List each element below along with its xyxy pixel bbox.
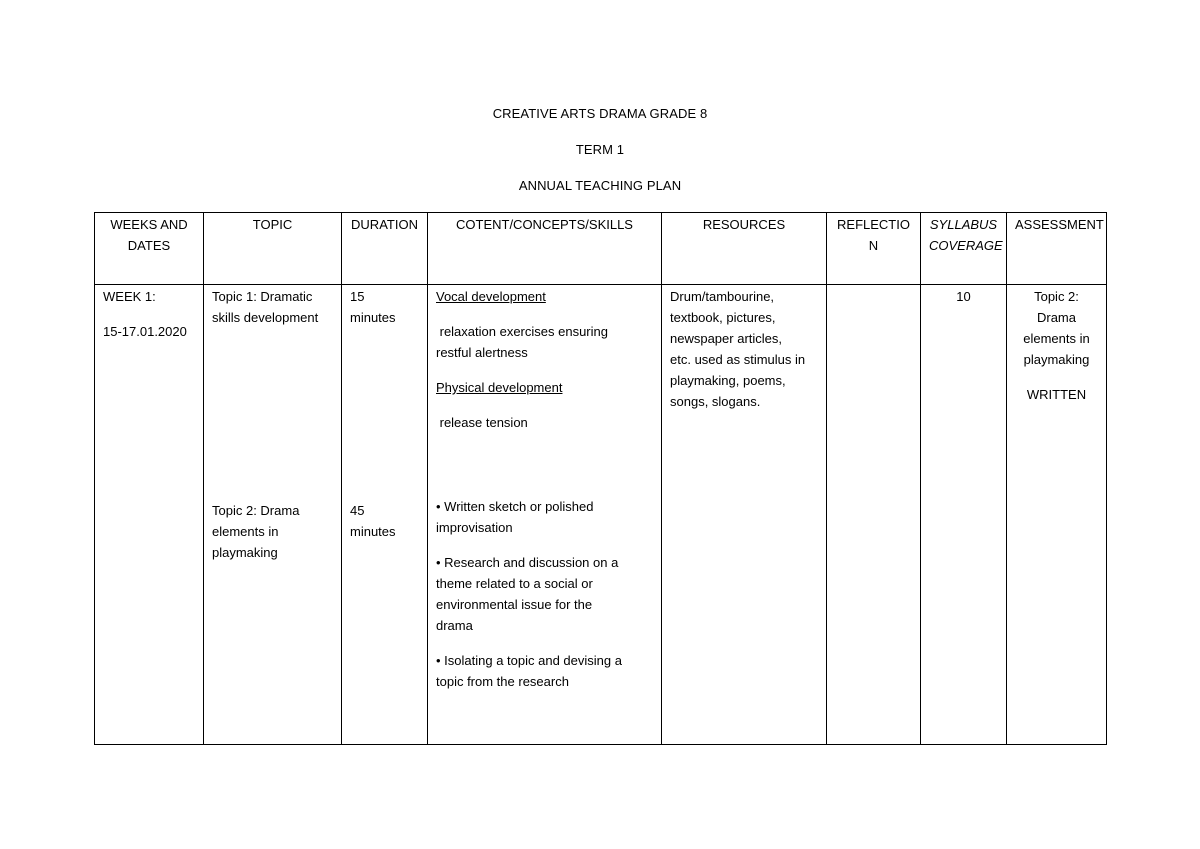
header-weeks-line1: WEEKS AND [110,217,188,232]
resources-line4: etc. used as stimulus in [670,352,806,367]
teaching-plan-table [94,212,1107,745]
header-assessment: ASSESSMENT [1007,213,1107,285]
header-reflection-line2: N [868,238,879,253]
bullet-3-line1: • Isolating a topic and devising a [436,653,622,668]
assessment-line4: playmaking [1023,352,1090,367]
resources-line2: textbook, pictures, [670,310,776,325]
assessment-line1: Topic 2: [1034,289,1079,304]
duration-1-unit: minutes [350,310,396,325]
cell-topic [204,285,342,745]
resources-line5: playmaking, poems, [670,373,786,388]
bullet-1 [436,496,653,538]
cell-duration [342,285,428,745]
header-syllabus-line2: COVERAGE [929,238,1003,253]
bullet-1-line1: • Written sketch or polished [436,499,594,514]
assessment-type: WRITTEN [1026,387,1087,402]
topic-2-line2: elements in [212,524,279,539]
bullet-2-line4: drama [436,618,473,633]
header-weeks [95,213,204,285]
cell-reflection [827,285,921,745]
duration-1 [350,286,419,328]
physical-text: release tension [436,415,528,430]
duration-2 [350,500,419,542]
header-weeks-line2: DATES [127,238,171,253]
topic-2-line3: playmaking [212,545,278,560]
vocal-text-line1: relaxation exercises ensuring [436,324,608,339]
assessment-line2: Drama [1036,310,1076,325]
header-topic: TOPIC [204,213,342,285]
vocal-text-line2: restful alertness [436,345,528,360]
header-reflection [827,213,921,285]
bullet-2 [436,552,653,636]
duration-2-value: 45 [350,503,365,518]
physical-heading: Physical development [436,380,563,395]
bullet-2-line3: environmental issue for the [436,597,593,612]
duration-1-value: 15 [350,289,365,304]
cell-resources [662,285,827,745]
header-content: COTENT/CONCEPTS/SKILLS [428,213,662,285]
header-row [95,213,1107,285]
resources-line6: songs, slogans. [670,394,761,409]
bullet-2-line2: theme related to a social or [436,576,593,591]
header-syllabus [921,213,1007,285]
bullet-3 [436,650,653,692]
assessment-line3: elements in [1023,331,1090,346]
bullet-2-line1: • Research and discussion on a [436,555,619,570]
vocal-text [436,321,653,363]
bullet-3-line2: topic from the research [436,674,569,689]
header-duration: DURATION [342,213,428,285]
resources-line3: newspaper articles, [670,331,782,346]
duration-2-unit: minutes [350,524,396,539]
cell-syllabus: 10 [921,285,1007,745]
topic-1 [212,286,333,328]
cell-content [428,285,662,745]
term-label: TERM 1 [575,142,625,157]
topic-1-line2: skills development [212,310,319,325]
plan-title: ANNUAL TEACHING PLAN [518,178,682,193]
cell-assessment [1007,285,1107,745]
week-label: WEEK 1: [103,289,156,304]
header-syllabus-line1: SYLLABUS [929,217,998,232]
bullet-1-line2: improvisation [436,520,513,535]
topic-2 [212,500,333,563]
resources-line1: Drum/tambourine, [670,289,775,304]
header-resources: RESOURCES [662,213,827,285]
topic-2-line1: Topic 2: Drama [212,503,300,518]
cell-week [95,285,204,745]
topic-1-line1: Topic 1: Dramatic [212,289,313,304]
week-dates: 15-17.01.2020 [103,324,187,339]
week-row [95,285,1107,745]
vocal-heading: Vocal development [436,289,546,304]
header-reflection-line1: REFLECTIO [837,217,910,232]
document-title: CREATIVE ARTS DRAMA GRADE 8 [492,106,708,121]
